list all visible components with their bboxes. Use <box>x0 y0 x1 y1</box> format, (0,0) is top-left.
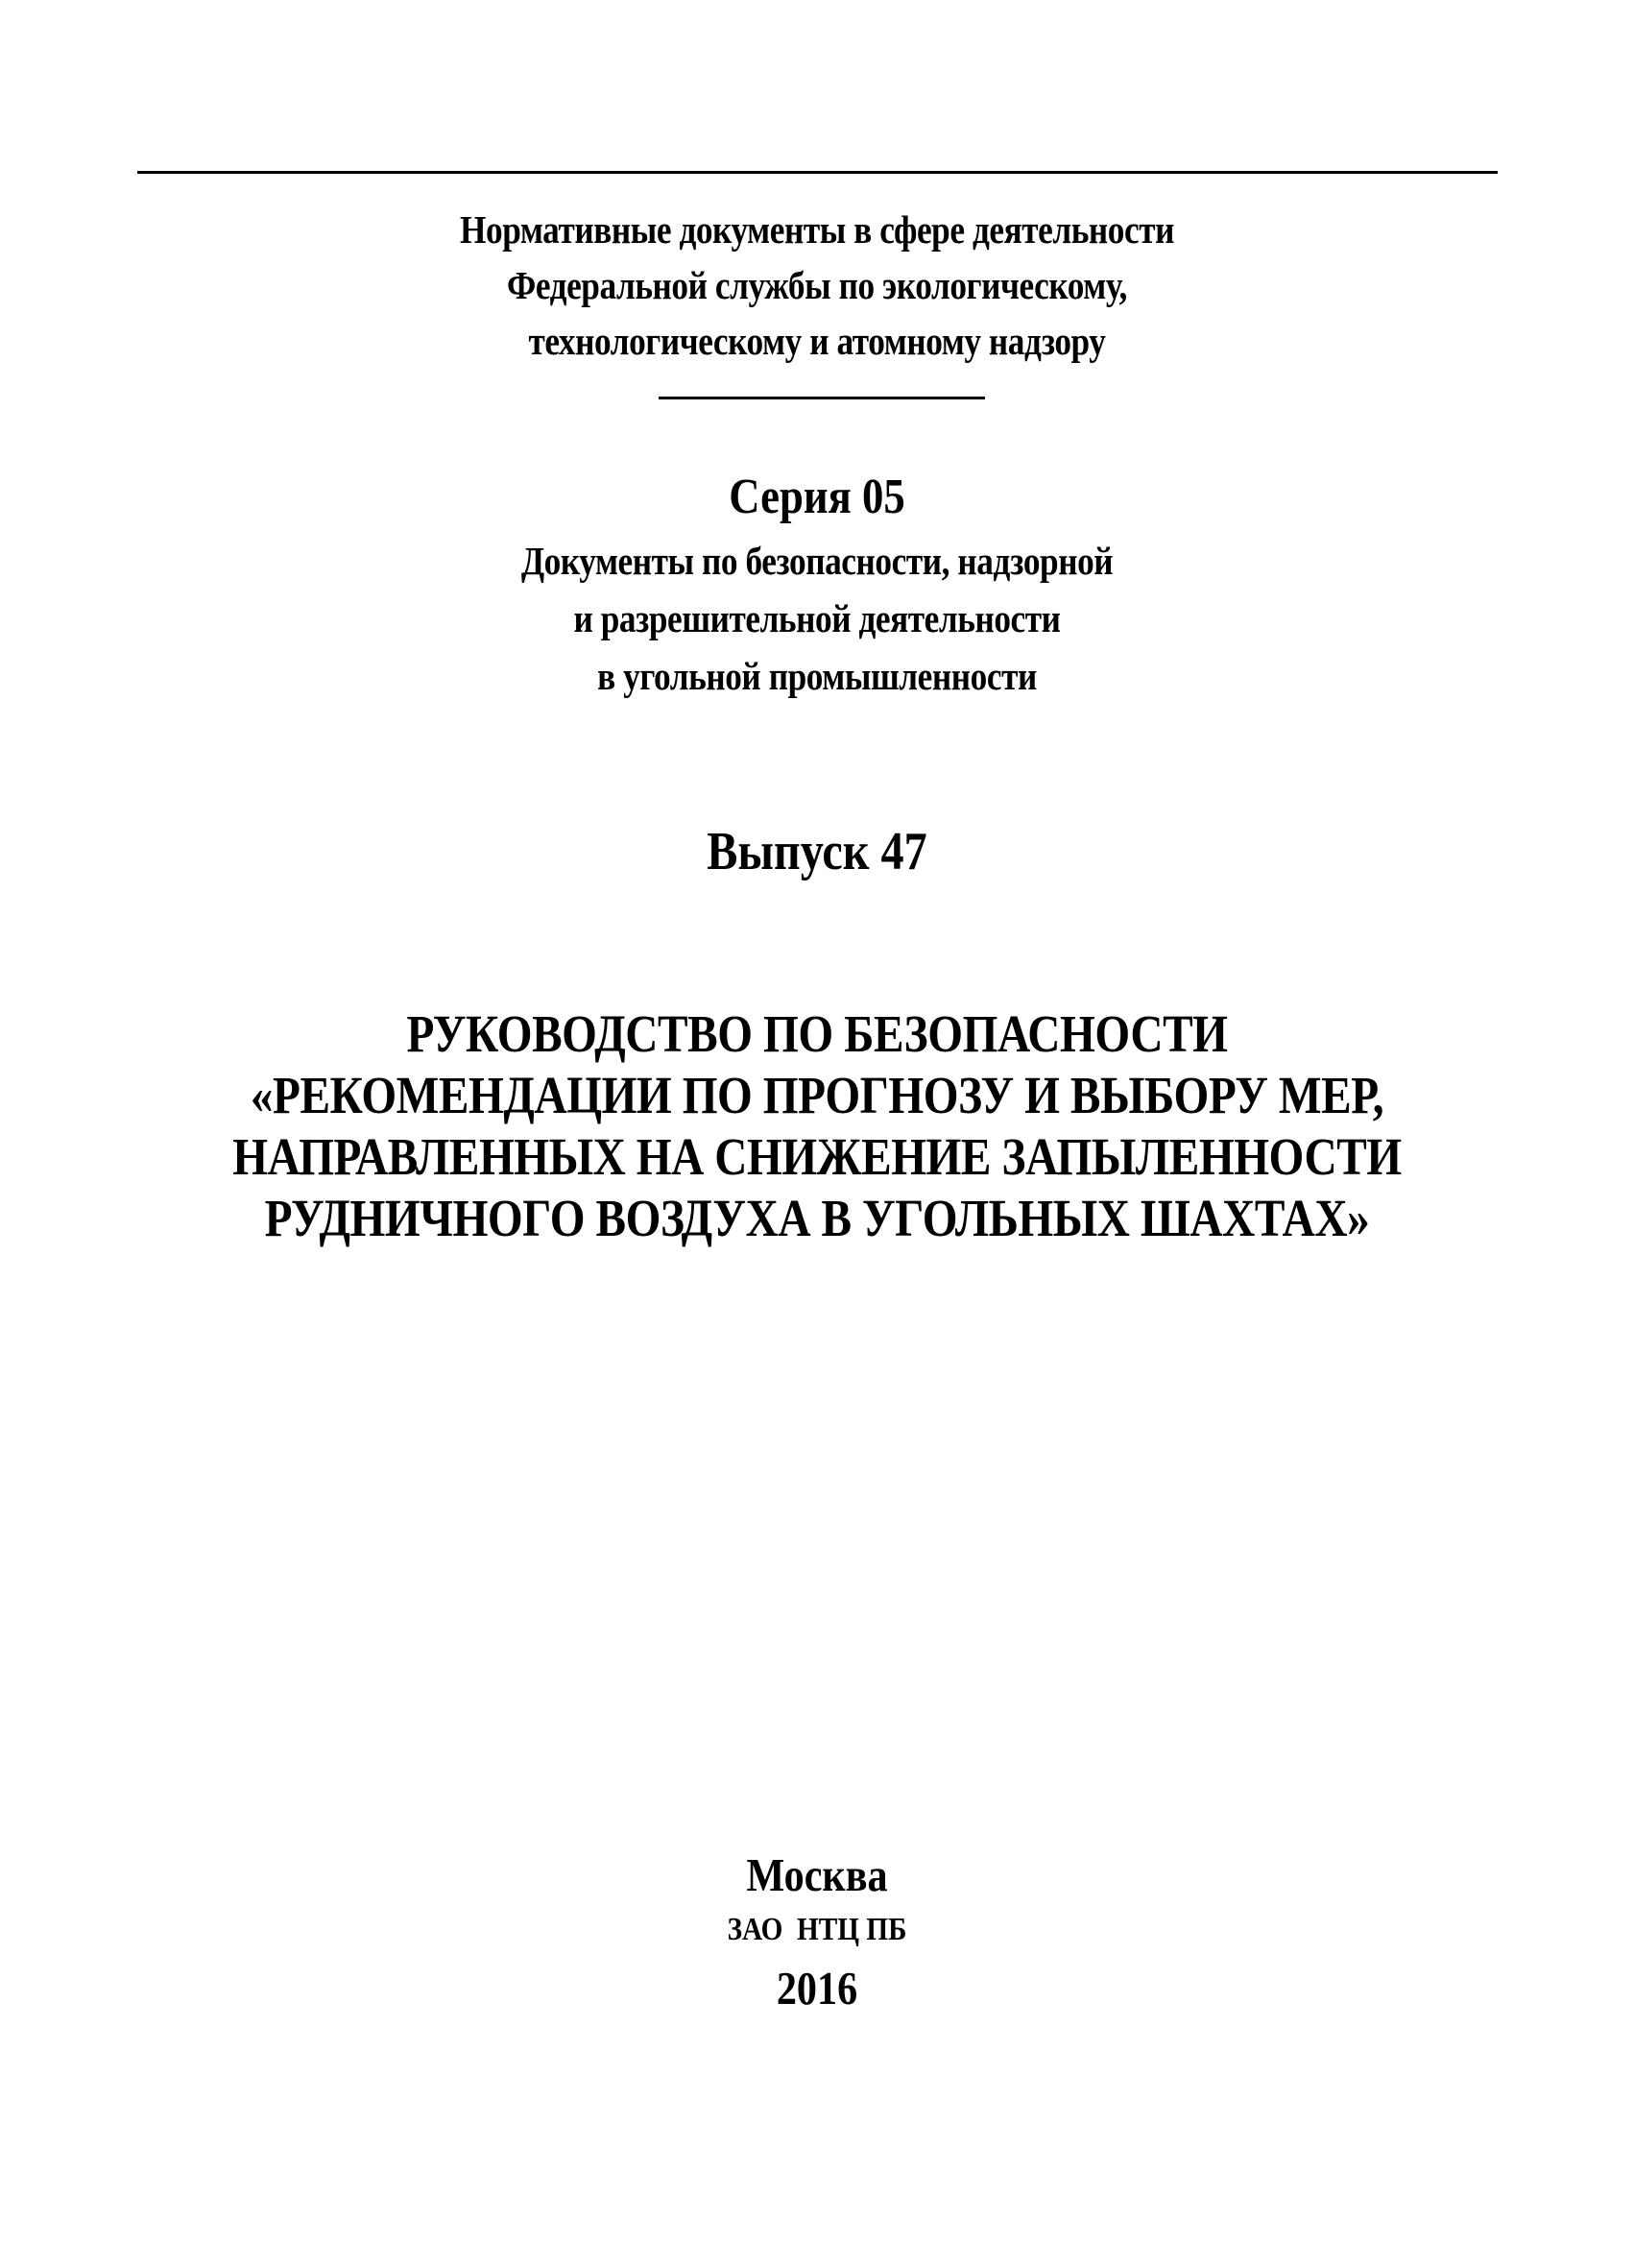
document-title-line: НАПРАВЛЕННЫХ НА СНИЖЕНИЕ ЗАПЫЛЕННОСТИ <box>232 1127 1402 1186</box>
header-divider <box>659 397 985 399</box>
header-line: Нормативные документы в сфере деятельности <box>459 207 1175 252</box>
series-description-line: и разрешительной деятельности <box>573 596 1061 640</box>
issue-label-text: Выпуск 47 <box>707 822 927 881</box>
document-title <box>114 1003 1520 1249</box>
series-description <box>114 532 1520 705</box>
series-title-text: Серия 05 <box>729 470 905 524</box>
header-line: технологическому и атомному надзору <box>528 319 1106 363</box>
imprint-city <box>114 1848 1520 1902</box>
imprint-publisher <box>114 1909 1520 1951</box>
imprint-publisher-text: ЗАО НТЦ ПБ <box>727 1912 907 1947</box>
imprint-year-text: 2016 <box>776 1962 858 2015</box>
header-line: Федеральной службы по экологическому, <box>507 263 1127 307</box>
imprint-city-text: Москва <box>746 1848 888 1901</box>
header-block <box>114 202 1520 369</box>
series-description-line: в угольной промышленности <box>597 654 1037 698</box>
series-title <box>114 469 1520 526</box>
top-divider <box>137 171 1498 174</box>
issue-label <box>114 821 1520 882</box>
series-description-line: Документы по безопасности, надзорной <box>520 539 1114 583</box>
document-title-line: РУКОВОДСТВО ПО БЕЗОПАСНОСТИ <box>406 1004 1228 1063</box>
document-title-line: «РЕКОМЕНДАЦИИ ПО ПРОГНОЗУ И ВЫБОРУ МЕР, <box>250 1066 1384 1124</box>
imprint-year <box>114 1962 1520 2015</box>
document-title-line: РУДНИЧНОГО ВОЗДУХА В УГОЛЬНЫХ ШАХТАХ» <box>264 1189 1370 1247</box>
